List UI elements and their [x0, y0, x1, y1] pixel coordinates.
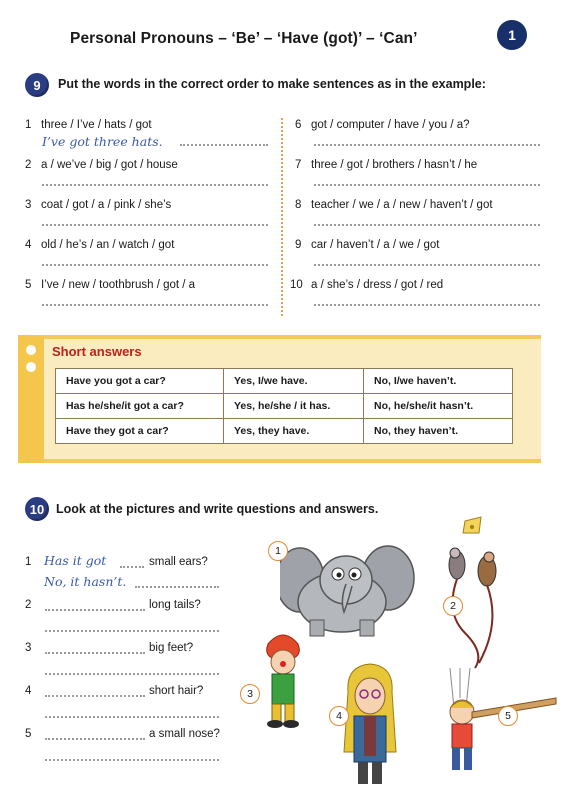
short-answers-title: Short answers — [52, 344, 142, 359]
ex10-answer-line-3[interactable] — [45, 673, 219, 675]
ex10-question-line-4[interactable] — [45, 695, 145, 697]
picture-label-3: 3 — [240, 684, 260, 704]
ex9-answer-line-1[interactable] — [180, 144, 268, 146]
ex9-answer-line-5[interactable] — [42, 304, 268, 306]
table-cell: Has he/she/it got a car? — [56, 394, 224, 419]
exercise-10-instruction: Look at the pictures and write questions and answers. — [56, 502, 379, 516]
ex10-item-2-number: 2 — [25, 599, 32, 611]
picture-label-1: 1 — [268, 541, 288, 561]
ex10-answer-line-5[interactable] — [45, 759, 219, 761]
page-title: Personal Pronouns – ‘Be’ – ‘Have (got)’ – ‘Can’ — [70, 30, 418, 47]
clown-illustration — [258, 630, 308, 730]
ex9-item-7: 7 three / got / brothers / hasn’t / he — [295, 159, 478, 171]
ex9-item-6: 6 got / computer / have / you / a? — [295, 119, 470, 131]
exercise-10-badge: 10 — [25, 497, 49, 521]
ex10-item-1-answer: No, it hasn’t. — [44, 574, 127, 589]
page-number-badge: 1 — [497, 20, 527, 50]
ex10-item-5-prompt: a small nose? — [149, 728, 220, 740]
ex10-dots-1 — [120, 566, 144, 568]
ex9-answer-line-8[interactable] — [314, 224, 540, 226]
ex9-item-2: 2 a / we’ve / big / got / house — [25, 159, 178, 171]
ex10-item-3-prompt: big feet? — [149, 642, 194, 654]
ex9-answer-line-6[interactable] — [314, 144, 540, 146]
ex9-answer-line-10[interactable] — [314, 304, 540, 306]
ex9-item-5: 5 I’ve / new / toothbrush / got / a — [25, 279, 196, 291]
table-cell: Have you got a car? — [56, 369, 224, 394]
table-cell: Yes, I/we have. — [224, 369, 364, 394]
ex10-item-1-number: 1 — [25, 556, 32, 568]
picture-label-5: 5 — [498, 706, 518, 726]
exercise-9-instruction: Put the words in the correct order to make sentences as in the example: — [58, 77, 486, 91]
table-cell: No, he/she/it hasn’t. — [364, 394, 513, 419]
bullet-dot-icon — [26, 345, 36, 355]
ex9-answer-line-9[interactable] — [314, 264, 540, 266]
table-cell: Have they got a car? — [56, 419, 224, 444]
picture-label-4: 4 — [329, 706, 349, 726]
ex10-item-2-prompt: long tails? — [149, 599, 201, 611]
ex9-answer-line-7[interactable] — [314, 184, 540, 186]
ex10-question-line-2[interactable] — [45, 609, 145, 611]
table-cell: No, they haven’t. — [364, 419, 513, 444]
picture-label-2: 2 — [443, 596, 463, 616]
table-cell: No, I/we haven’t. — [364, 369, 513, 394]
ex9-item-4: 4 old / he’s / an / watch / got — [25, 239, 175, 251]
table-row — [56, 419, 513, 444]
table-cell: Yes, he/she / it has. — [224, 394, 364, 419]
exercise-9-badge: 9 — [25, 73, 49, 97]
table-row — [56, 369, 513, 394]
ex10-question-line-5[interactable] — [45, 738, 145, 740]
girl-illustration — [340, 662, 400, 790]
ex10-item-1-question: Has it got — [44, 553, 107, 568]
table-cell: Yes, they have. — [224, 419, 364, 444]
ex10-item-4-prompt: short hair? — [149, 685, 204, 697]
short-answers-table — [55, 368, 513, 444]
ex10-item-5-number: 5 — [25, 728, 32, 740]
ex9-item-1-answer: I’ve got three hats. — [42, 134, 163, 149]
ex9-answer-line-3[interactable] — [42, 224, 268, 226]
table-row — [56, 394, 513, 419]
bullet-dot-icon — [26, 362, 36, 372]
ex9-item-8: 8 teacher / we / a / new / haven’t / got — [295, 199, 493, 211]
elephant-illustration — [280, 540, 420, 640]
ex9-item-9: 9 car / haven’t / a / we / got — [295, 239, 440, 251]
ex10-item-1-prompt: small ears? — [149, 556, 208, 568]
ex9-answer-line-4[interactable] — [42, 264, 268, 266]
ex10-answer-line-2[interactable] — [45, 630, 219, 632]
ex9-item-3: 3 coat / got / a / pink / she’s — [25, 199, 172, 211]
ex10-item-4-number: 4 — [25, 685, 32, 697]
ex10-answer-line-1[interactable] — [135, 586, 219, 588]
ex10-question-line-3[interactable] — [45, 652, 145, 654]
column-divider — [281, 118, 283, 316]
ex10-item-3-number: 3 — [25, 642, 32, 654]
ex9-item-10: 10 a / she’s / dress / got / red — [290, 279, 444, 291]
mice-illustration — [435, 513, 515, 673]
ex9-answer-line-2[interactable] — [42, 184, 268, 186]
ex10-answer-line-4[interactable] — [45, 716, 219, 718]
ex9-item-1: 1 three / I’ve / hats / got — [25, 119, 152, 131]
